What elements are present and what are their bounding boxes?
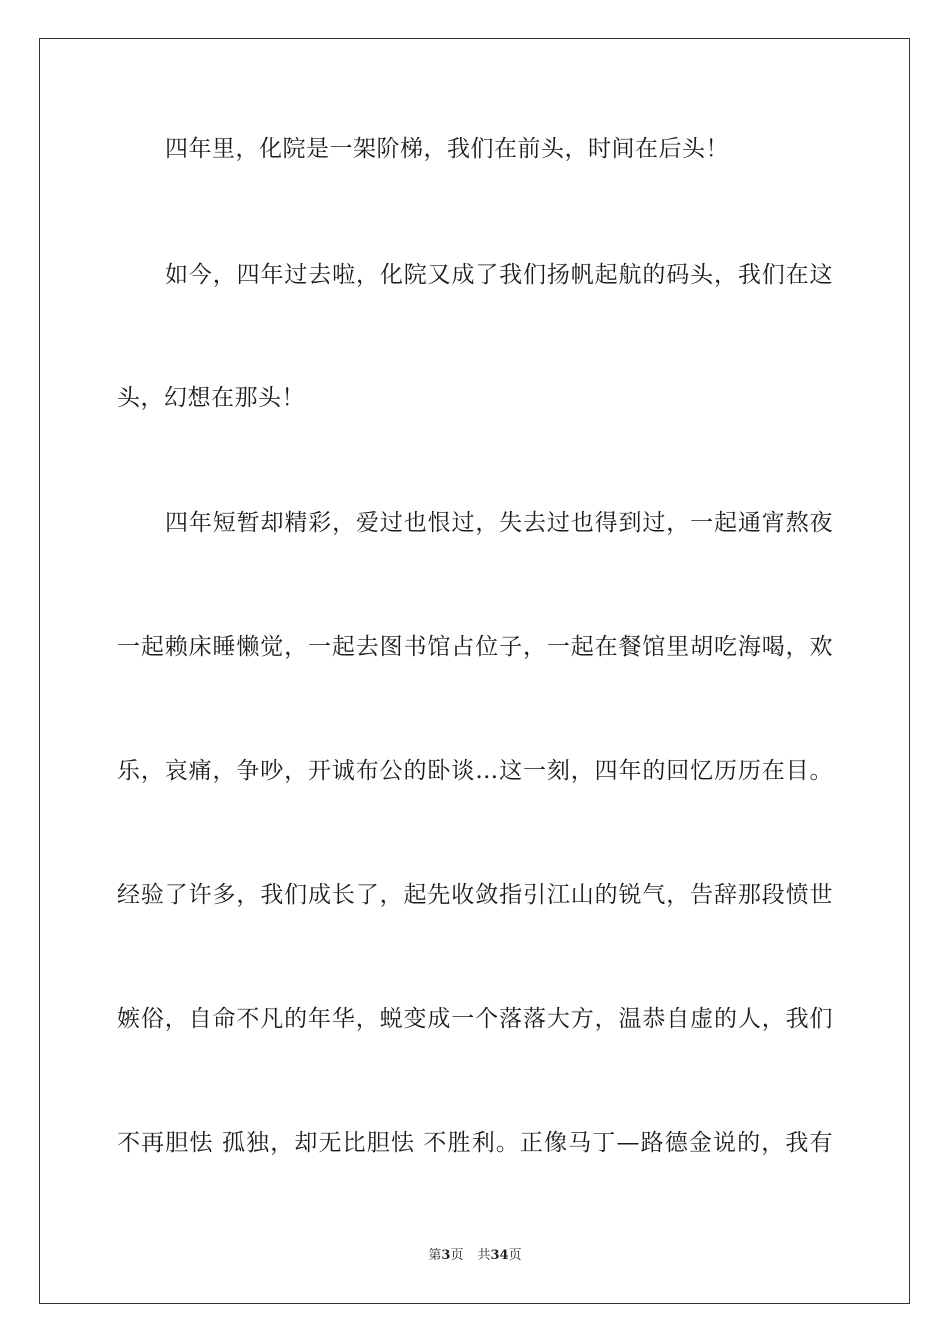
paragraph-line-4: 四年短暂却精彩，爱过也恨过，失去过也得到过，一起通宵熬夜 — [165, 510, 833, 536]
paragraph-line-2: 如今，四年过去啦，化院又成了我们扬帆起航的码头，我们在这 — [165, 262, 833, 288]
page-footer — [0, 1247, 950, 1265]
paragraph-line-6: 乐，哀痛，争吵，开诚布公的卧谈…这一刻，四年的回忆历历在目。 — [117, 758, 833, 784]
total-pages: 34 — [490, 1248, 509, 1263]
total-label-prefix: 共 — [477, 1248, 491, 1263]
page-frame — [39, 38, 910, 1304]
paragraph-line-5: 一起赖床睡懒觉，一起去图书馆占位子，一起在餐馆里胡吃海喝，欢 — [117, 634, 833, 660]
paragraph-line-7: 经验了许多，我们成长了，起先收敛指引江山的锐气，告辞那段愤世 — [117, 882, 833, 908]
paragraph-line-8: 嫉俗，自命不凡的年华，蜕变成一个落落大方，温恭自虚的人，我们 — [117, 1006, 833, 1032]
paragraph-line-1: 四年里，化院是一架阶梯，我们在前头，时间在后头！ — [165, 136, 729, 162]
paragraph-line-3: 头，幻想在那头！ — [117, 385, 305, 411]
paragraph-line-9: 不再胆怯 孤独，却无比胆怯 不胜利。正像马丁—路德金说的，我有 — [117, 1130, 833, 1156]
page-number: 3 — [441, 1248, 451, 1263]
page-label-suffix: 页 — [450, 1248, 464, 1263]
total-label-suffix: 页 — [508, 1248, 522, 1263]
page-label-prefix: 第 — [428, 1248, 442, 1263]
